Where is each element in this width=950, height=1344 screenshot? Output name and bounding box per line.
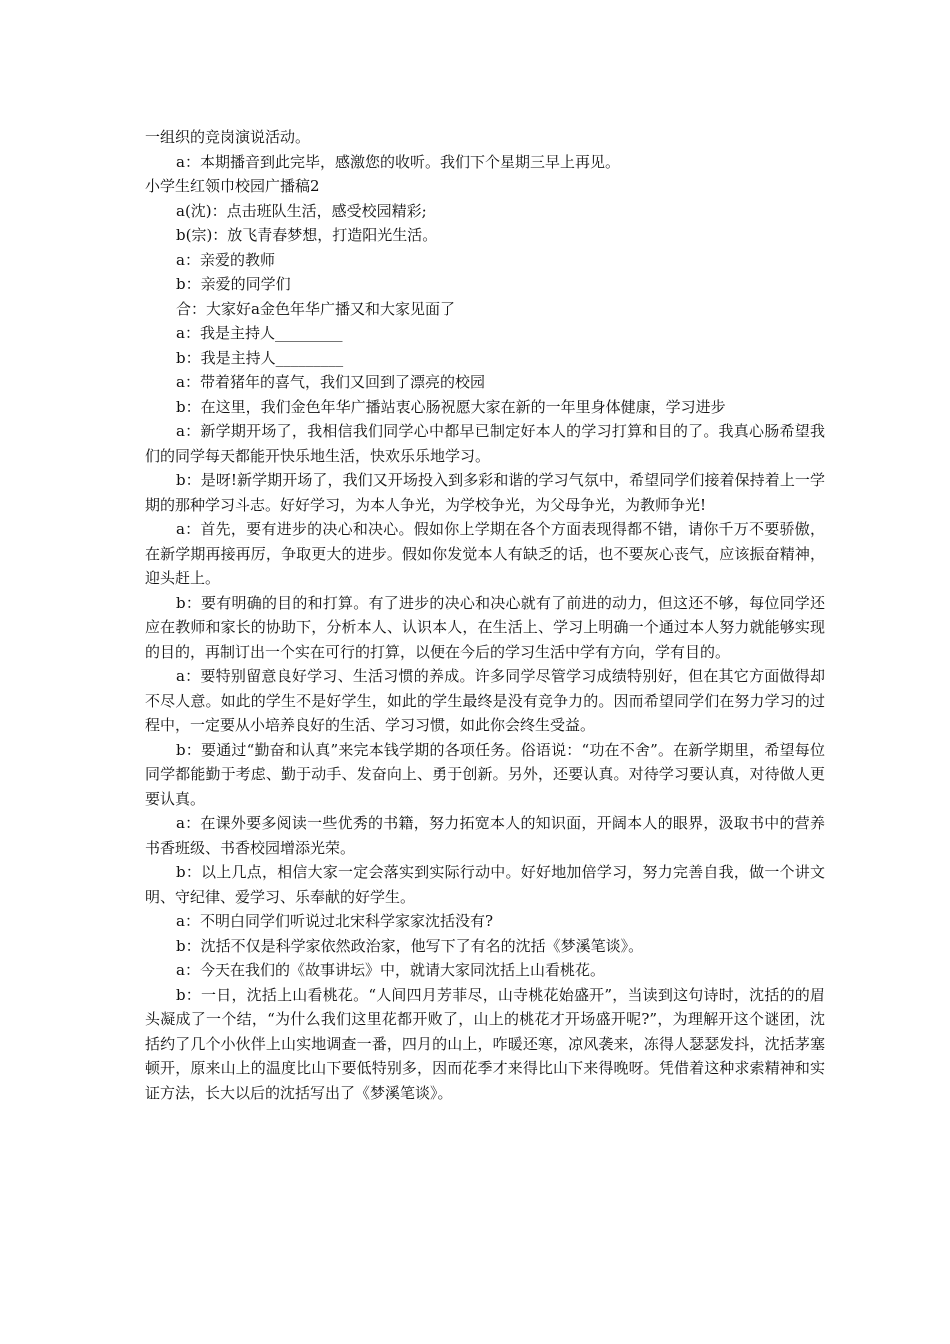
paragraph: b：要通过“勤奋和认真”来完本钱学期的各项任务。俗语说：“功在不舍”。在新学期里，希望每位同学都能勤于考虑、勤于动手、发奋向上、勇于创新。另外，还要认真。对待学习要认真，对待做人更要认真。 bbox=[145, 740, 825, 808]
paragraph: a：不明白同学们听说过北宋科学家家沈括没有? bbox=[176, 912, 493, 930]
paragraph: a：要特别留意良好学习、生活习惯的养成。许多同学尽管学习成绩特别好，但在其它方面做得却不尽人意。如此的学生不是好学生，如此的学生最终是没有竞争力的。因而希望同学们在努力学习的过程中，一定要从小培养良好的生活、学习习惯，如此你会终生受益。 bbox=[145, 667, 825, 734]
document-body bbox=[145, 125, 825, 1105]
paragraph: b：我是主持人_________ bbox=[176, 348, 344, 367]
paragraph: a(沈)：点击班队生活，感受校园精彩; bbox=[176, 201, 427, 220]
paragraph: 合：大家好a金色年华广播又和大家见面了 bbox=[176, 299, 455, 318]
paragraph: b：是呀!新学期开场了，我们又开场投入到多彩和谐的学习气氛中，希望同学们接着保持着上一学期的那种学习斗志。好好学习，为本人争光，为学校争光，为父母争光，为教师争光! bbox=[145, 471, 825, 514]
paragraph: b(宗)：放飞青春梦想，打造阳光生活。 bbox=[176, 226, 438, 244]
paragraph: b：以上几点，相信大家一定会落实到实际行动中。好好地加倍学习，努力完善自我，做一个讲文明、守纪律、爱学习、乐奉献的好学生。 bbox=[145, 863, 825, 906]
paragraph: a：本期播音到此完毕，感激您的收听。我们下个星期三早上再见。 bbox=[176, 152, 620, 171]
paragraph: a：新学期开场了，我相信我们同学心中都早已制定好本人的学习打算和目的了。我真心肠希望我们的同学每天都能开快乐地生活，快欢乐乐地学习。 bbox=[145, 422, 825, 465]
paragraph: a：带着猪年的喜气，我们又回到了漂亮的校园 bbox=[176, 373, 485, 391]
paragraph: a：首先，要有进步的决心和决心。假如你上学期在各个方面表现得都不错，请你千万不要骄傲，在新学期再接再厉，争取更大的进步。假如你发觉本人有缺乏的话，也不要灰心丧气，应该振奋精神，迎头赶上。 bbox=[145, 520, 825, 587]
paragraph: a：亲爱的教师 bbox=[176, 250, 275, 269]
paragraph: b：一日，沈括上山看桃花。“人间四月芳菲尽，山寺桃花始盛开”，当读到这句诗时，沈括的的眉头凝成了一个结，“为什么我们这里花都开败了，山上的桃花才开场盛开呢?”，为理解开这个谜团，沈括约了几个小伙伴上山实地调查一番，四月的山上，咋暖还寒，凉风袭来，冻得人瑟瑟发抖，沈括茅塞顿开，原来山上的温度比山下要低特别多，因而花季才来得比山下来得晚呀。凭借着这种求索精神和实证方法，长大以后的沈括写出了《梦溪笔谈》。 bbox=[145, 985, 825, 1102]
paragraph: b：亲爱的同学们 bbox=[176, 275, 291, 293]
paragraph: b：沈括不仅是科学家依然政治家，他写下了有名的沈括《梦溪笔谈》。 bbox=[176, 936, 644, 955]
paragraph: b：要有明确的目的和打算。有了进步的决心和决心就有了前进的动力，但这还不够，每位同学还应在教师和家长的协助下，分析本人、认识本人，在生活上、学习上明确一个通过本人努力就能够实现的目的，再制订出一个实在可行的打算，以便在今后的学习生活中学有方向，学有目的。 bbox=[145, 593, 825, 661]
section-title: 小学生红领巾校园广播稿2 bbox=[145, 177, 320, 195]
paragraph: a：在课外要多阅读一些优秀的书籍，努力拓宽本人的知识面，开阔本人的眼界，汲取书中的营养书香班级、书香校园增添光荣。 bbox=[145, 814, 825, 857]
paragraph: a：我是主持人_________ bbox=[176, 324, 343, 342]
paragraph: a：今天在我们的《故事讲坛》中，就请大家同沈括上山看桃花。 bbox=[176, 961, 605, 979]
paragraph: 一组织的竞岗演说活动。 bbox=[145, 128, 311, 146]
paragraph: b：在这里，我们金色年华广播站衷心肠祝愿大家在新的一年里身体健康，学习进步 bbox=[176, 397, 726, 416]
